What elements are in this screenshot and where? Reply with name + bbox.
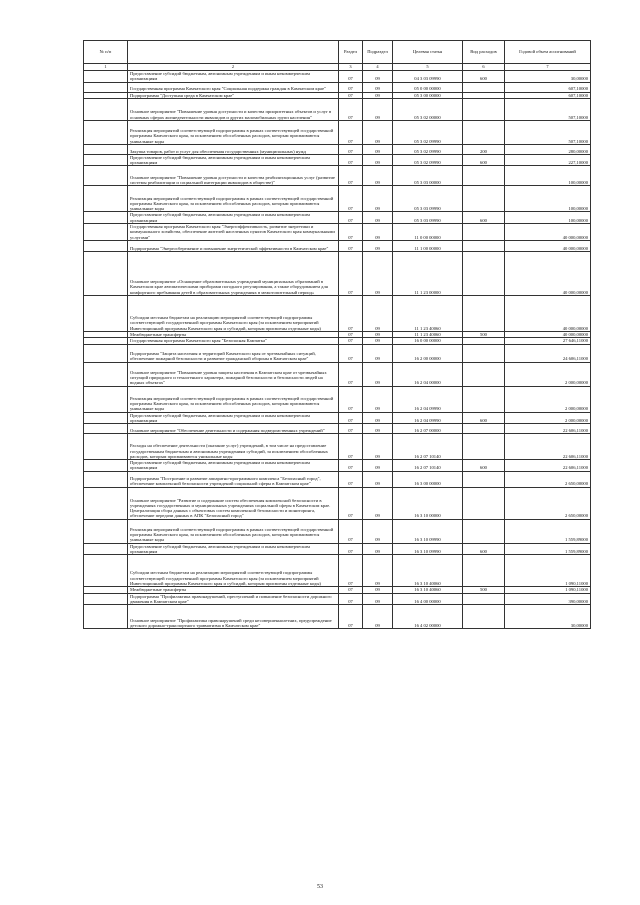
row-num	[84, 212, 128, 224]
row-razdel: 07	[339, 224, 363, 241]
row-vr: 600	[463, 71, 505, 83]
column-number: 7	[505, 64, 591, 71]
page-number: 53	[317, 884, 323, 890]
row-sum: 280,00000	[505, 144, 591, 154]
row-sum: 2 000,00000	[505, 386, 591, 412]
column-number: 2	[128, 64, 339, 71]
row-vr	[463, 424, 505, 434]
row-name: Предоставление субсидий бюджетным, автономным учреждениям и иным некоммерческим организациям	[128, 212, 339, 224]
row-vr: 500	[463, 587, 505, 593]
row-csr: 11 1 23 40060	[393, 295, 463, 331]
row-sum: 22 606,11000	[505, 460, 591, 472]
row-csr: 16 0 00 00000	[393, 338, 463, 344]
row-sum: 40 000,00000	[505, 240, 591, 251]
row-sum: 390,00000	[505, 593, 591, 605]
row-razdel: 07	[339, 386, 363, 412]
row-name: Подпрограмма "Профилактика правонарушений, преступлений и повышение безопасности дорожного движения в Камчатском крае"	[128, 593, 339, 605]
column-number: 1	[84, 64, 128, 71]
row-podrazdel: 09	[363, 98, 393, 120]
row-podrazdel: 09	[363, 460, 393, 472]
row-vr	[463, 386, 505, 412]
row-csr: 04 3 03 09990	[393, 71, 463, 83]
row-vr: 600	[463, 412, 505, 424]
row-vr: 600	[463, 543, 505, 555]
row-vr	[463, 120, 505, 144]
row-num	[84, 424, 128, 434]
header-name	[128, 41, 339, 64]
row-sum: 507,10000	[505, 120, 591, 144]
row-podrazdel: 09	[363, 212, 393, 224]
row-name: Межбюджетные трансферты	[128, 331, 339, 337]
row-name: Субсидии местным бюджетам на реализацию мероприятий соответствующей подпрограммы соответствующей государственной программы Камчатского края (за исключением мероприятий Инвестиционной программы Камчатского края и субсидий, которым присвоены отдельные коды)	[128, 295, 339, 331]
column-number: 5	[393, 64, 463, 71]
row-podrazdel: 09	[363, 543, 393, 555]
row-vr	[463, 593, 505, 605]
column-number: 6	[463, 64, 505, 71]
row-csr: 16 3 10 09990	[393, 519, 463, 543]
budget-table	[83, 40, 591, 629]
row-num	[84, 144, 128, 154]
table-row	[84, 519, 591, 543]
row-razdel: 07	[339, 344, 363, 362]
row-name: Подпрограмма "Защита населения и территорий Камчатского края от чрезвычайных ситуаций, обеспечение пожарной безопасности и развитие гражданской обороны в Камчатском крае"	[128, 344, 339, 362]
row-razdel: 07	[339, 154, 363, 166]
row-num	[84, 295, 128, 331]
row-num	[84, 593, 128, 605]
table-row	[84, 166, 591, 186]
row-csr: 16 2 04 00000	[393, 362, 463, 386]
row-csr: 16 4 02 00000	[393, 605, 463, 629]
row-csr: 16 3 10 40060	[393, 587, 463, 593]
row-csr: 16 2 07 10140	[393, 460, 463, 472]
row-podrazdel: 09	[363, 240, 393, 251]
table-row	[84, 424, 591, 434]
row-name: Предоставление субсидий бюджетным, автономным учреждениям и иным некоммерческим организациям	[128, 412, 339, 424]
row-sum: 40 000,00000	[505, 295, 591, 331]
table-header-row	[84, 41, 591, 64]
row-razdel: 07	[339, 120, 363, 144]
row-csr: 05 3 02 09990	[393, 120, 463, 144]
table-row	[84, 605, 591, 629]
table-row	[84, 295, 591, 331]
row-razdel: 07	[339, 212, 363, 224]
row-vr: 600	[463, 154, 505, 166]
row-razdel: 07	[339, 144, 363, 154]
row-sum: 1 559,89000	[505, 543, 591, 555]
row-razdel: 07	[339, 71, 363, 83]
row-sum: 1 090,11000	[505, 555, 591, 587]
row-name: Государственная программа Камчатского края "Социальная поддержка граждан в Камчатском крае"	[128, 82, 339, 92]
row-csr: 05 3 02 00000	[393, 98, 463, 120]
row-name: Основное мероприятие «Оснащение образовательных учреждений муниципальных образований в Камчатском крае автоматическими приборами погодного регулирования, а также оборудованием для комфортного пребывания детей в образовательных учреждениях в межотопительный период»	[128, 251, 339, 295]
row-vr: 500	[463, 331, 505, 337]
row-name: Основное мероприятие "Обеспечение деятельности и содержания подведомственных учреждений"	[128, 424, 339, 434]
column-number: 4	[363, 64, 393, 71]
row-csr: 16 2 04 09990	[393, 412, 463, 424]
row-razdel: 07	[339, 240, 363, 251]
table-row	[84, 362, 591, 386]
row-vr	[463, 82, 505, 92]
row-num	[84, 344, 128, 362]
row-sum: 27 646,11000	[505, 338, 591, 344]
row-podrazdel: 09	[363, 71, 393, 83]
row-num	[84, 519, 128, 543]
row-razdel: 07	[339, 98, 363, 120]
row-podrazdel: 09	[363, 82, 393, 92]
row-num	[84, 82, 128, 92]
header-vr: Вид расходов	[463, 41, 505, 64]
row-podrazdel: 09	[363, 295, 393, 331]
row-podrazdel: 09	[363, 154, 393, 166]
row-podrazdel: 09	[363, 386, 393, 412]
row-vr	[463, 224, 505, 241]
row-podrazdel: 09	[363, 424, 393, 434]
row-name: Предоставление субсидий бюджетным, автономным учреждениям и иным некоммерческим организациям	[128, 460, 339, 472]
row-csr: 11 1 00 00000	[393, 240, 463, 251]
row-podrazdel: 09	[363, 92, 393, 98]
row-vr	[463, 251, 505, 295]
header-podrazdel: Подраздел	[363, 41, 393, 64]
row-sum: 607,10000	[505, 82, 591, 92]
row-sum: 100,00000	[505, 212, 591, 224]
row-sum: 607,10000	[505, 92, 591, 98]
row-csr: 05 3 00 00000	[393, 92, 463, 98]
row-razdel: 07	[339, 362, 363, 386]
row-vr	[463, 295, 505, 331]
row-sum: 22 606,11000	[505, 424, 591, 434]
table-row	[84, 543, 591, 555]
table-row	[84, 240, 591, 251]
row-csr: 05 3 03 09990	[393, 186, 463, 212]
row-name: Реализация мероприятий соответствующей подпрограммы в рамках соответствующей государственной программы Камчатского края, за исключением обособленных расходов, которым присваиваются уникальные коды	[128, 120, 339, 144]
row-name: Основное мероприятие "Повышение уровня защиты населения в Камчатском крае от чрезвычайных ситуаций природного и техногенного характера, пожарной безопасности и безопасности людей на водных объектах"	[128, 362, 339, 386]
row-razdel: 07	[339, 186, 363, 212]
row-num	[84, 98, 128, 120]
row-vr	[463, 471, 505, 487]
row-num	[84, 543, 128, 555]
row-num	[84, 555, 128, 587]
row-sum: 1 090,11000	[505, 587, 591, 593]
row-podrazdel: 09	[363, 224, 393, 241]
row-csr: 16 3 00 00000	[393, 471, 463, 487]
row-name: Субсидии местным бюджетам на реализацию мероприятий соответствующей подпрограммы соответствующей государственной программы Камчатского края (за исключением мероприятий Инвестиционной программы Камчатского края и субсидий, которым присвоены отдельные коды)	[128, 555, 339, 587]
row-num	[84, 605, 128, 629]
row-csr: 16 4 00 00000	[393, 593, 463, 605]
row-razdel: 07	[339, 605, 363, 629]
row-num	[84, 471, 128, 487]
row-csr: 05 0 00 00000	[393, 82, 463, 92]
table-row	[84, 412, 591, 424]
row-vr	[463, 519, 505, 543]
row-vr	[463, 555, 505, 587]
row-name: Подпрограмма "Энергосбережение и повышение энергетической эффективности в Камчатском крае"	[128, 240, 339, 251]
row-name: Реализация мероприятий соответствующей подпрограммы в рамках соответствующей государственной программы Камчатского края, за исключением обособленных расходов, которым присваиваются уникальные коды	[128, 186, 339, 212]
table-row	[84, 344, 591, 362]
row-vr	[463, 240, 505, 251]
row-num	[84, 362, 128, 386]
row-num	[84, 240, 128, 251]
table-row	[84, 593, 591, 605]
row-razdel: 07	[339, 251, 363, 295]
header-razdel: Раздел	[339, 41, 363, 64]
row-sum: 227,10000	[505, 154, 591, 166]
row-podrazdel: 09	[363, 593, 393, 605]
row-sum: 24 606,11000	[505, 344, 591, 362]
row-name: Предоставление субсидий бюджетным, автономным учреждениям и иным некоммерческим организациям	[128, 154, 339, 166]
table-row	[84, 251, 591, 295]
row-razdel: 07	[339, 487, 363, 519]
row-name: Расходы на обеспечение деятельности (оказание услуг) учреждений, в том числе на предоставление государственным бюджетным и автономным учреждениям субсидий, за исключением обособленных расходов, которым присваиваются уникальные коды	[128, 434, 339, 460]
row-csr: 11 1 23 00000	[393, 251, 463, 295]
table-row	[84, 154, 591, 166]
table-row	[84, 434, 591, 460]
row-razdel: 07	[339, 295, 363, 331]
row-sum: 30,00000	[505, 71, 591, 83]
row-vr	[463, 605, 505, 629]
row-num	[84, 186, 128, 212]
row-csr: 16 2 07 10140	[393, 434, 463, 460]
row-vr	[463, 98, 505, 120]
row-csr: 16 2 04 09990	[393, 386, 463, 412]
row-razdel: 07	[339, 543, 363, 555]
row-podrazdel: 09	[363, 362, 393, 386]
row-csr: 16 2 00 00000	[393, 344, 463, 362]
row-sum: 507,10000	[505, 98, 591, 120]
row-vr: 600	[463, 212, 505, 224]
row-vr: 200	[463, 144, 505, 154]
row-num	[84, 487, 128, 519]
row-num	[84, 434, 128, 460]
header-csr: Целевая статья	[393, 41, 463, 64]
table-row	[84, 471, 591, 487]
row-name: Реализация мероприятий соответствующей подпрограммы в рамках соответствующей государственной программы Камчатского края, за исключением обособленных расходов, которым присваиваются уникальные коды	[128, 519, 339, 543]
row-razdel: 07	[339, 460, 363, 472]
row-vr	[463, 344, 505, 362]
row-vr	[463, 362, 505, 386]
row-sum: 2 000,00000	[505, 412, 591, 424]
row-num	[84, 166, 128, 186]
row-vr	[463, 166, 505, 186]
table-row	[84, 98, 591, 120]
row-name: Основное мероприятие "Повышение уровня доступности и качества реабилитационных услуг (развитие системы реабилитации и социальной интеграции инвалидов в обществе)"	[128, 166, 339, 186]
row-vr	[463, 186, 505, 212]
row-name: Основное мероприятие "Развитие и содержание систем обеспечения комплексной безопасности в учреждениях государственных и муниципальных учреждениях социальной сферы в Камчатском крае. Централизация сбора данных с объектовых систем комплексной безопасности и мониторинга, обеспечение передачи данных в АПК "Безопасный город"	[128, 487, 339, 519]
row-sum: 2 650,00000	[505, 471, 591, 487]
row-podrazdel: 09	[363, 555, 393, 587]
row-razdel: 07	[339, 555, 363, 587]
row-name: Подпрограмма "Доступная среда в Камчатском крае"	[128, 92, 339, 98]
row-sum: 100,00000	[505, 186, 591, 212]
row-podrazdel: 09	[363, 338, 393, 344]
row-podrazdel: 09	[363, 519, 393, 543]
row-podrazdel: 09	[363, 487, 393, 519]
row-podrazdel: 09	[363, 471, 393, 487]
row-name: Предоставление субсидий бюджетным, автономным учреждениям и иным некоммерческим организациям	[128, 543, 339, 555]
header-num: № п/п	[84, 41, 128, 64]
table-row	[84, 212, 591, 224]
budget-table-page	[83, 40, 590, 629]
row-razdel: 07	[339, 82, 363, 92]
row-podrazdel: 09	[363, 186, 393, 212]
row-csr: 05 3 02 09990	[393, 144, 463, 154]
row-sum: 40 000,00000	[505, 224, 591, 241]
row-name: Межбюджетные трансферты	[128, 587, 339, 593]
row-num	[84, 224, 128, 241]
row-vr: 600	[463, 460, 505, 472]
row-razdel: 07	[339, 471, 363, 487]
row-name: Государственная программа Камчатского края "Безопасная Камчатка"	[128, 338, 339, 344]
table-row	[84, 120, 591, 144]
column-number-row	[84, 64, 591, 71]
row-razdel: 07	[339, 587, 363, 593]
row-sum: 2 000,00000	[505, 362, 591, 386]
row-podrazdel: 09	[363, 144, 393, 154]
row-sum: 30,00000	[505, 605, 591, 629]
row-vr	[463, 434, 505, 460]
table-row	[84, 71, 591, 83]
row-sum: 22 606,11000	[505, 434, 591, 460]
row-razdel: 07	[339, 331, 363, 337]
row-num	[84, 71, 128, 83]
row-csr: 11 1 23 40060	[393, 331, 463, 337]
row-num	[84, 460, 128, 472]
row-podrazdel: 09	[363, 331, 393, 337]
row-csr: 16 3 10 09990	[393, 543, 463, 555]
row-razdel: 07	[339, 434, 363, 460]
row-num	[84, 412, 128, 424]
table-row	[84, 82, 591, 92]
column-number: 3	[339, 64, 363, 71]
row-csr: 11 0 00 00000	[393, 224, 463, 241]
row-name: Основное мероприятие "Повышение уровня доступности и качества приоритетных объектов и услуг в основных сферах жизнедеятельности инвалидов и других маломобильных групп населения"	[128, 98, 339, 120]
row-name: Предоставление субсидий бюджетным, автономным учреждениям и иным некоммерческим организациям	[128, 71, 339, 83]
row-podrazdel: 09	[363, 412, 393, 424]
row-sum: 2 650,00000	[505, 487, 591, 519]
row-podrazdel: 09	[363, 344, 393, 362]
row-name: Основное мероприятие "Профилактика правонарушений среди несовершеннолетних, предупреждение детского дорожно-транспортного травматизма в Камчатском крае"	[128, 605, 339, 629]
row-razdel: 07	[339, 338, 363, 344]
row-sum: 40 000,00000	[505, 251, 591, 295]
row-num	[84, 120, 128, 144]
row-podrazdel: 09	[363, 587, 393, 593]
table-row	[84, 186, 591, 212]
row-razdel: 07	[339, 92, 363, 98]
row-podrazdel: 09	[363, 605, 393, 629]
table-row	[84, 460, 591, 472]
row-csr: 16 2 07 00000	[393, 424, 463, 434]
row-razdel: 07	[339, 412, 363, 424]
row-name: Закупка товаров, работ и услуг для обеспечения государственных (муниципальных) нужд	[128, 144, 339, 154]
row-num	[84, 386, 128, 412]
header-sum: Годовой объем ассигнований	[505, 41, 591, 64]
table-body	[84, 71, 591, 629]
row-podrazdel: 09	[363, 166, 393, 186]
row-podrazdel: 09	[363, 251, 393, 295]
table-row	[84, 555, 591, 587]
row-name: Подпрограмма "Построение и развитие аппаратно-программного комплекса "Безопасный город", обеспечение комплексной безопасности учреждений социальной сферы в Камчатском крае"	[128, 471, 339, 487]
table-row	[84, 487, 591, 519]
row-name: Реализация мероприятий соответствующей подпрограммы в рамках соответствующей государственной программы Камчатского края, за исключением обособленных расходов, которым присваиваются уникальные коды	[128, 386, 339, 412]
row-sum: 100,00000	[505, 166, 591, 186]
table-row	[84, 224, 591, 241]
row-csr: 16 3 10 00000	[393, 487, 463, 519]
table-row	[84, 386, 591, 412]
row-num	[84, 154, 128, 166]
row-name: Государственная программа Камчатского края "Энергоэффективность, развитие энергетики и коммунального хозяйства, обеспечение жителей населенных пунктов Камчатского края коммунальными услугами"	[128, 224, 339, 241]
row-sum: 1 559,89000	[505, 519, 591, 543]
row-vr	[463, 487, 505, 519]
row-csr: 05 3 03 00000	[393, 166, 463, 186]
row-podrazdel: 09	[363, 120, 393, 144]
row-csr: 05 3 03 09990	[393, 212, 463, 224]
row-sum: 40 000,00000	[505, 331, 591, 337]
row-num	[84, 251, 128, 295]
row-razdel: 07	[339, 424, 363, 434]
row-csr: 05 3 02 09990	[393, 154, 463, 166]
row-podrazdel: 09	[363, 434, 393, 460]
row-razdel: 07	[339, 519, 363, 543]
table-row	[84, 144, 591, 154]
row-razdel: 07	[339, 593, 363, 605]
row-razdel: 07	[339, 166, 363, 186]
row-csr: 16 3 10 40060	[393, 555, 463, 587]
